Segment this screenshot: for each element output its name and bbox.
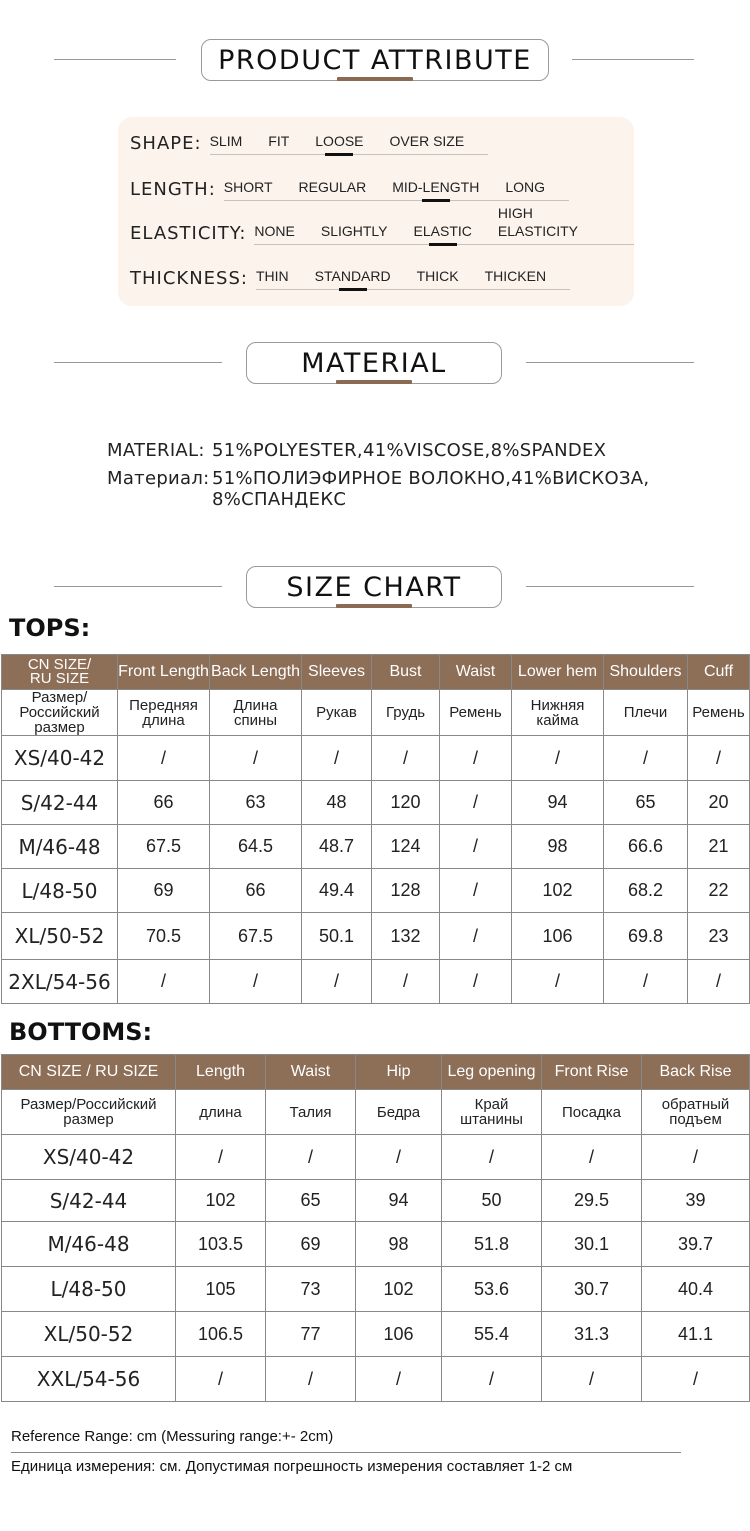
value-cell: / xyxy=(442,1357,542,1402)
value-cell: 49.4 xyxy=(302,869,372,913)
value-cell: 73 xyxy=(266,1267,356,1312)
ru-header-line: длина xyxy=(142,711,185,729)
value-cell: / xyxy=(118,736,210,781)
value-cell: 69.8 xyxy=(604,913,688,960)
value-cell: 77 xyxy=(266,1312,356,1357)
ru-header-size xyxy=(2,1090,176,1135)
size-cell: XS/40-42 xyxy=(2,1135,176,1180)
divider xyxy=(11,1452,681,1453)
ru-column-header xyxy=(440,690,512,736)
column-header: Bust xyxy=(372,655,440,690)
value-cell: / xyxy=(440,869,512,913)
selected-marker xyxy=(422,199,450,202)
value-cell: / xyxy=(688,960,750,1004)
attribute-option xyxy=(254,222,294,240)
attribute-option xyxy=(268,132,289,150)
value-cell: / xyxy=(176,1135,266,1180)
value-cell: 102 xyxy=(176,1180,266,1222)
tops-title: TOPS: xyxy=(9,614,91,642)
table-row xyxy=(2,1357,750,1402)
attribute-option xyxy=(498,204,610,240)
value-cell: 50 xyxy=(442,1180,542,1222)
value-cell: 120 xyxy=(372,781,440,825)
table-row xyxy=(2,736,750,781)
column-header: Lower hem xyxy=(512,655,604,690)
column-header: Front Length xyxy=(118,655,210,690)
ru-header-line: размер xyxy=(34,719,85,736)
value-cell: / xyxy=(688,736,750,781)
value-cell: 70.5 xyxy=(118,913,210,960)
attribute-option xyxy=(256,267,289,285)
value-cell: 65 xyxy=(266,1180,356,1222)
ru-header-line: Талия xyxy=(289,1103,332,1121)
value-cell: 21 xyxy=(688,825,750,869)
attribute-option-text: SLIM xyxy=(209,133,243,149)
value-cell: / xyxy=(356,1135,442,1180)
value-cell: / xyxy=(512,960,604,1004)
table-row xyxy=(2,1267,750,1312)
attribute-row xyxy=(130,125,488,155)
size-cell: XS/40-42 xyxy=(2,736,118,781)
attribute-option-text: MID-LENGTH xyxy=(392,179,480,195)
attribute-label: LENGTH: xyxy=(130,179,216,200)
value-cell: 66.6 xyxy=(604,825,688,869)
attribute-option xyxy=(505,178,545,196)
value-cell: / xyxy=(442,1135,542,1180)
divider xyxy=(526,586,694,587)
value-cell: 22 xyxy=(688,869,750,913)
value-cell: / xyxy=(210,736,302,781)
ru-header-line: Бедра xyxy=(376,1103,421,1121)
title-underline xyxy=(337,77,413,81)
attribute-option xyxy=(315,267,391,285)
material-ru-value-cont: 8%СПАНДЕКС xyxy=(212,489,347,510)
size-cell: M/46-48 xyxy=(2,825,118,869)
ru-header-line: Размер/Российский xyxy=(20,1096,157,1113)
value-cell: 94 xyxy=(512,781,604,825)
ru-header-line: обратный xyxy=(661,1096,730,1113)
ru-column-header xyxy=(302,690,372,736)
column-header: Leg opening xyxy=(442,1055,542,1090)
value-cell: 50.1 xyxy=(302,913,372,960)
attribute-options xyxy=(256,267,570,290)
column-header: Sleeves xyxy=(302,655,372,690)
attribute-option xyxy=(414,222,472,240)
value-cell: / xyxy=(302,736,372,781)
value-cell: 106 xyxy=(356,1312,442,1357)
section-title-pill xyxy=(246,566,502,608)
attribute-option-text: LONG xyxy=(505,179,546,195)
table-row xyxy=(2,960,750,1004)
attribute-option xyxy=(417,267,459,285)
ru-header-line: кайма xyxy=(536,711,579,729)
table-row xyxy=(2,1312,750,1357)
column-header-size xyxy=(2,655,118,690)
value-cell: 124 xyxy=(372,825,440,869)
attribute-option-text: SHORT xyxy=(223,179,273,195)
ru-column-header xyxy=(442,1090,542,1135)
material-en-label: MATERIAL: xyxy=(107,440,205,461)
ru-column-header xyxy=(604,690,688,736)
value-cell: 102 xyxy=(356,1267,442,1312)
table-row xyxy=(2,1135,750,1180)
selected-marker xyxy=(429,243,457,246)
value-cell: 63 xyxy=(210,781,302,825)
attribute-option xyxy=(210,132,243,150)
value-cell: / xyxy=(604,736,688,781)
tops-size-table xyxy=(1,654,750,1004)
size-cell: M/46-48 xyxy=(2,1222,176,1267)
column-header: Hip xyxy=(356,1055,442,1090)
ru-header-line: Передняя xyxy=(129,696,198,714)
section-title-pill xyxy=(201,39,549,81)
divider xyxy=(54,59,176,60)
value-cell: 69 xyxy=(118,869,210,913)
ru-header-line: Размер/ xyxy=(31,689,88,706)
divider xyxy=(572,59,694,60)
column-header: Back Rise xyxy=(642,1055,750,1090)
ru-column-header xyxy=(642,1090,750,1135)
value-cell: 51.8 xyxy=(442,1222,542,1267)
reference-range-en: Reference Range: cm (Messuring range:+- 2cm) xyxy=(11,1428,334,1445)
value-cell: / xyxy=(440,736,512,781)
value-cell: / xyxy=(642,1357,750,1402)
size-cell: L/48-50 xyxy=(2,1267,176,1312)
ru-header-line: Ремень xyxy=(449,704,502,721)
value-cell: 94 xyxy=(356,1180,442,1222)
value-cell: / xyxy=(266,1357,356,1402)
value-cell: 98 xyxy=(356,1222,442,1267)
attribute-options xyxy=(224,178,569,201)
value-cell: / xyxy=(604,960,688,1004)
divider xyxy=(54,586,222,587)
material-ru-value: 51%ПОЛИЭФИРНОЕ ВОЛОКНО,41%ВИСКОЗА, xyxy=(212,468,650,489)
size-cell: S/42-44 xyxy=(2,1180,176,1222)
ru-header-line: длина xyxy=(199,1103,242,1121)
ru-header-line: Грудь xyxy=(385,704,426,721)
ru-header-line: Рукав xyxy=(316,704,357,721)
attribute-option xyxy=(392,178,479,196)
table-row xyxy=(2,781,750,825)
ru-column-header xyxy=(512,690,604,736)
attribute-option-text: REGULAR xyxy=(298,179,367,195)
attribute-option-text: THICK xyxy=(416,268,459,284)
attribute-option xyxy=(315,132,363,150)
size-cell: XL/50-52 xyxy=(2,1312,176,1357)
column-header: Length xyxy=(176,1055,266,1090)
attribute-option-text: FIT xyxy=(268,133,290,149)
ru-column-header xyxy=(372,690,440,736)
size-cell: 2XL/54-56 xyxy=(2,960,118,1004)
value-cell: 23 xyxy=(688,913,750,960)
attribute-option-text: HIGH ELASTICITY xyxy=(497,205,579,239)
value-cell: 69 xyxy=(266,1222,356,1267)
attribute-row xyxy=(130,260,570,290)
column-header: Cuff xyxy=(688,655,750,690)
attribute-option-text: THICKEN xyxy=(484,268,547,284)
value-cell: 41.1 xyxy=(642,1312,750,1357)
size-cell: XL/50-52 xyxy=(2,913,118,960)
bottoms-size-table xyxy=(1,1054,750,1402)
ru-column-header xyxy=(688,690,750,736)
title-underline xyxy=(336,604,412,608)
value-cell: 48 xyxy=(302,781,372,825)
value-cell: 67.5 xyxy=(210,913,302,960)
value-cell: 39 xyxy=(642,1180,750,1222)
column-header: Waist xyxy=(440,655,512,690)
ru-column-header xyxy=(356,1090,442,1135)
material-header xyxy=(0,338,750,388)
ru-header-line: Длина xyxy=(233,696,278,714)
ru-column-header xyxy=(118,690,210,736)
ru-column-header xyxy=(176,1090,266,1135)
size-cell: L/48-50 xyxy=(2,869,118,913)
value-cell: 48.7 xyxy=(302,825,372,869)
title-underline xyxy=(336,380,412,384)
size-cell: S/42-44 xyxy=(2,781,118,825)
selected-marker xyxy=(325,153,353,156)
attribute-label: SHAPE: xyxy=(130,133,202,154)
value-cell: 66 xyxy=(210,869,302,913)
attribute-option-text: LOOSE xyxy=(315,133,364,149)
value-cell: 105 xyxy=(176,1267,266,1312)
value-cell: 29.5 xyxy=(542,1180,642,1222)
ru-header-line: размер xyxy=(63,1111,114,1128)
value-cell: 103.5 xyxy=(176,1222,266,1267)
attribute-options xyxy=(254,204,634,245)
column-header-size xyxy=(2,1055,176,1090)
ru-header-line: штанины xyxy=(460,1111,523,1128)
ru-header-line: Нижняя xyxy=(530,696,585,714)
value-cell: 64.5 xyxy=(210,825,302,869)
reference-range-ru: Единица измерения: см. Допустимая погрешность измерения составляет 1-2 см xyxy=(11,1458,573,1475)
value-cell: / xyxy=(302,960,372,1004)
value-cell: / xyxy=(266,1135,356,1180)
value-cell: 128 xyxy=(372,869,440,913)
size-cell: XXL/54-56 xyxy=(2,1357,176,1402)
ru-header-line: подъем xyxy=(669,1111,722,1128)
attribute-option-text: ELASTIC xyxy=(413,223,472,239)
value-cell: 132 xyxy=(372,913,440,960)
value-cell: / xyxy=(440,913,512,960)
value-cell: 106.5 xyxy=(176,1312,266,1357)
section-title-pill xyxy=(246,342,502,384)
attribute-option-text: THIN xyxy=(255,268,289,284)
value-cell: 53.6 xyxy=(442,1267,542,1312)
table-row xyxy=(2,1180,750,1222)
ru-header-line: спины xyxy=(233,711,278,729)
product-attribute-header xyxy=(0,35,750,85)
value-cell: / xyxy=(440,960,512,1004)
column-header: Back Length xyxy=(210,655,302,690)
value-cell: / xyxy=(542,1135,642,1180)
section-title: PRODUCT ATTRIBUTE xyxy=(218,44,532,76)
value-cell: 39.7 xyxy=(642,1222,750,1267)
attribute-option-text: NONE xyxy=(254,223,295,239)
size-chart-header xyxy=(0,562,750,612)
attribute-option xyxy=(299,178,367,196)
value-cell: / xyxy=(440,781,512,825)
attribute-option-text: OVER SIZE xyxy=(389,133,465,149)
attribute-option xyxy=(321,222,388,240)
ru-column-header xyxy=(266,1090,356,1135)
ru-column-header xyxy=(210,690,302,736)
column-header: Waist xyxy=(266,1055,356,1090)
table-row xyxy=(2,1222,750,1267)
table-row xyxy=(2,913,750,960)
ru-header-size xyxy=(2,690,118,736)
value-cell: 102 xyxy=(512,869,604,913)
attribute-option-text: SLIGHTLY xyxy=(320,223,388,239)
attribute-option xyxy=(224,178,273,196)
value-cell: / xyxy=(512,736,604,781)
value-cell: 30.1 xyxy=(542,1222,642,1267)
value-cell: / xyxy=(372,736,440,781)
table-row xyxy=(2,825,750,869)
value-cell: / xyxy=(118,960,210,1004)
divider xyxy=(526,362,694,363)
column-header: Shoulders xyxy=(604,655,688,690)
column-header: Front Rise xyxy=(542,1055,642,1090)
ru-header-line: Посадка xyxy=(562,1103,621,1121)
value-cell: 55.4 xyxy=(442,1312,542,1357)
attribute-options xyxy=(210,132,489,155)
attribute-row xyxy=(130,205,634,245)
value-cell: 67.5 xyxy=(118,825,210,869)
value-cell: 98 xyxy=(512,825,604,869)
header-cn-line: RU SIZE xyxy=(29,670,90,687)
value-cell: 65 xyxy=(604,781,688,825)
attribute-option xyxy=(485,267,546,285)
table-row xyxy=(2,869,750,913)
attribute-label: THICKNESS: xyxy=(130,268,248,289)
value-cell: / xyxy=(542,1357,642,1402)
attribute-row xyxy=(130,171,569,201)
value-cell: / xyxy=(176,1357,266,1402)
divider xyxy=(54,362,222,363)
material-ru-label: Материал: xyxy=(107,468,210,489)
value-cell: 66 xyxy=(118,781,210,825)
header-cn: CN SIZE / RU SIZE xyxy=(18,1063,159,1080)
attribute-label: ELASTICITY: xyxy=(130,223,247,244)
ru-header-line: Российский xyxy=(19,704,100,721)
value-cell: 31.3 xyxy=(542,1312,642,1357)
attribute-option xyxy=(390,132,465,150)
ru-column-header xyxy=(542,1090,642,1135)
ru-header-line: Край xyxy=(474,1096,509,1113)
value-cell: 106 xyxy=(512,913,604,960)
value-cell: / xyxy=(372,960,440,1004)
value-cell: / xyxy=(440,825,512,869)
value-cell: 68.2 xyxy=(604,869,688,913)
header-cn-line: CN SIZE/ xyxy=(27,656,92,673)
section-title: SIZE CHART xyxy=(286,571,462,603)
material-en-value: 51%POLYESTER,41%VISCOSE,8%SPANDEX xyxy=(212,440,607,461)
attribute-option-text: STANDARD xyxy=(314,268,391,284)
value-cell: 20 xyxy=(688,781,750,825)
bottoms-title: BOTTOMS: xyxy=(9,1018,153,1046)
selected-marker xyxy=(339,288,367,291)
attribute-panel xyxy=(118,117,634,306)
value-cell: / xyxy=(210,960,302,1004)
value-cell: 40.4 xyxy=(642,1267,750,1312)
value-cell: 30.7 xyxy=(542,1267,642,1312)
ru-header-line: Ремень xyxy=(692,704,745,721)
ru-header-line: Плечи xyxy=(623,704,668,721)
value-cell: / xyxy=(356,1357,442,1402)
value-cell: / xyxy=(642,1135,750,1180)
section-title: MATERIAL xyxy=(301,347,447,379)
